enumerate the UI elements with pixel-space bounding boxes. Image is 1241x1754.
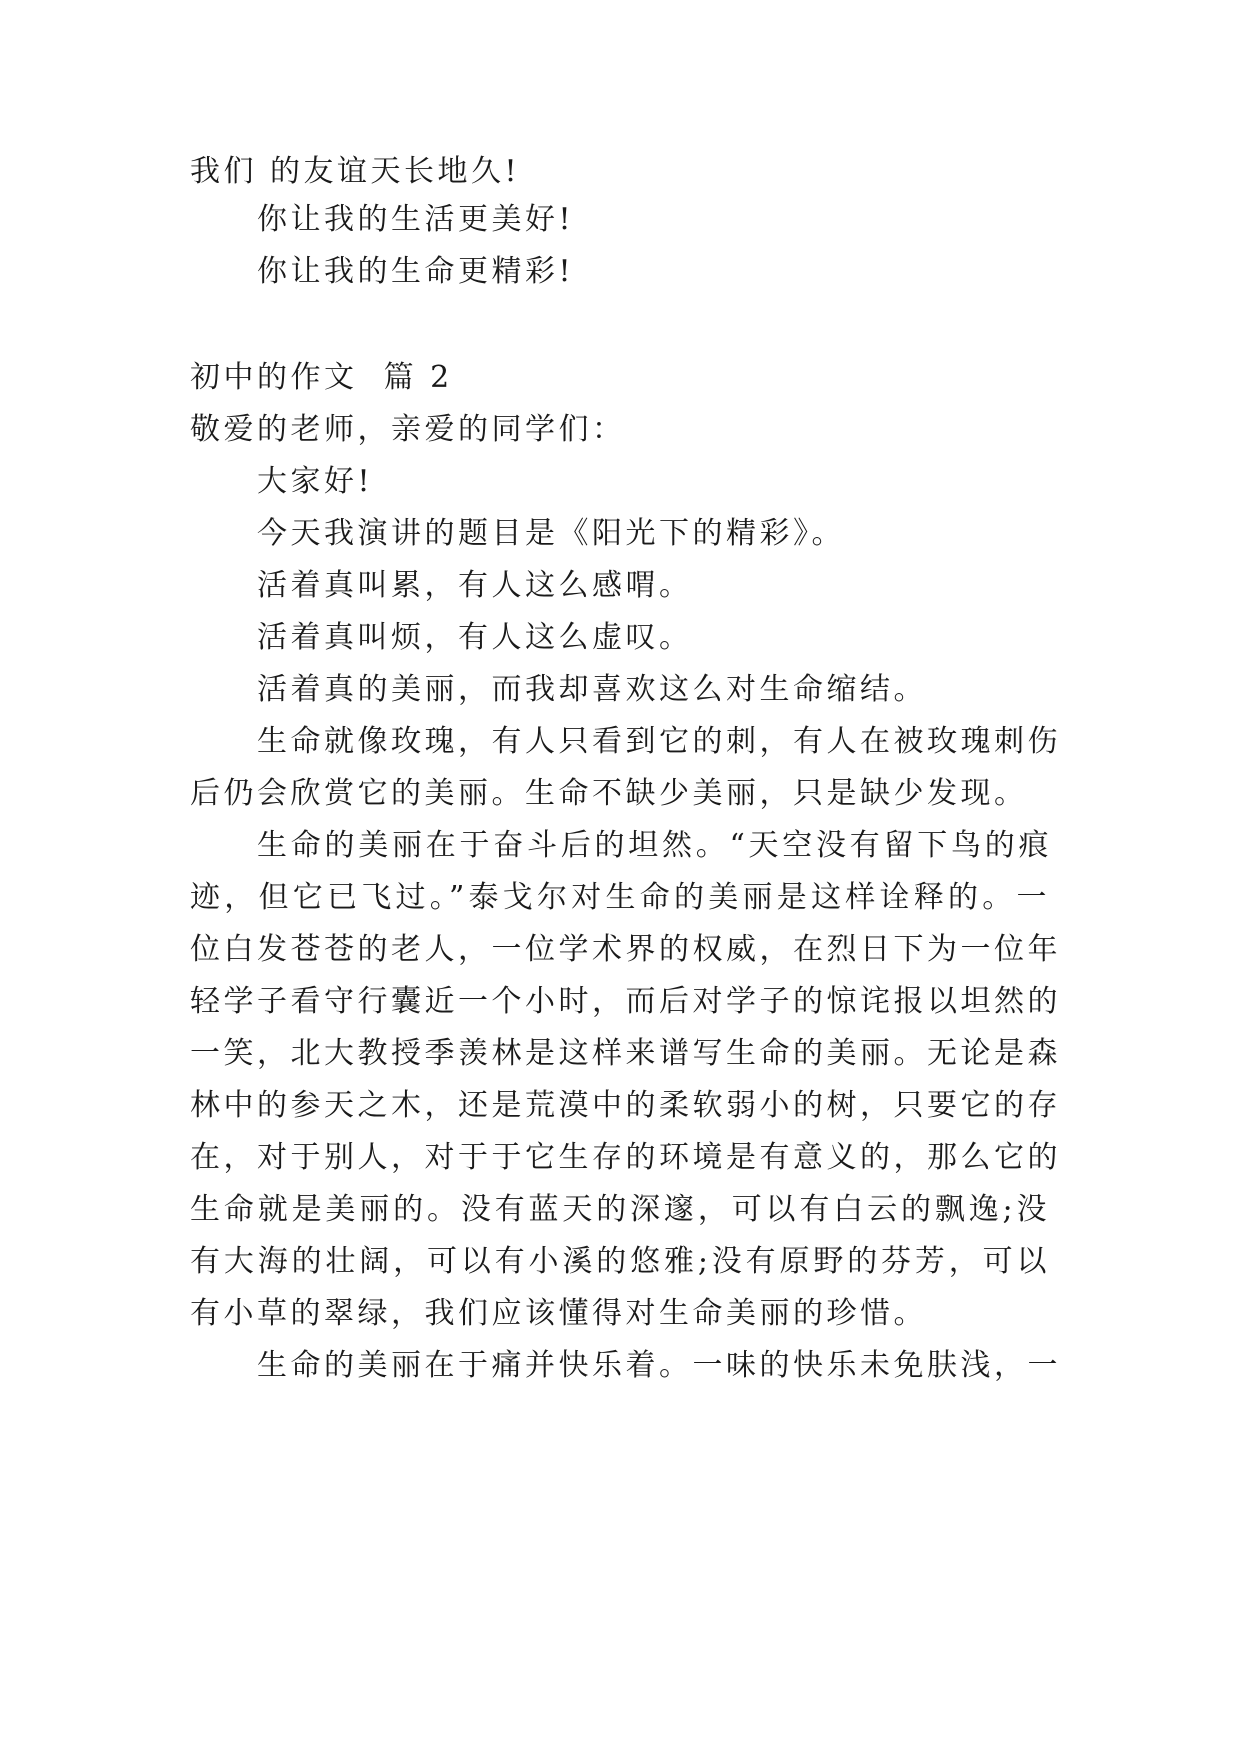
paragraph-line: 有大海的壮阔，可以有小溪的悠雅;没有原野的芬芳，可以 bbox=[190, 1244, 1050, 1279]
paragraph-line: 林中的参天之木，还是荒漠中的柔软弱小的树，只要它的存 bbox=[190, 1088, 1061, 1123]
prev-essay-line: 我们 的友谊天长地久! bbox=[190, 154, 521, 189]
paragraph-line: 今天我演讲的题目是《阳光下的精彩》。 bbox=[257, 516, 845, 551]
paragraph-line: 生命的美丽在于奋斗后的坦然。“天空没有留下鸟的痕 bbox=[257, 828, 1052, 863]
paragraph-line: 大家好! bbox=[257, 464, 374, 499]
paragraph-line: 活着真的美丽，而我却喜欢这么对生命缩结。 bbox=[257, 672, 927, 707]
paragraph-line: 生命的美丽在于痛并快乐着。一味的快乐未免肤浅，一 bbox=[257, 1348, 1061, 1383]
paragraph-line: 轻学子看守行囊近一个小时，而后对学子的惊诧报以坦然的 bbox=[190, 984, 1061, 1019]
prev-essay-line: 你让我的生活更美好! bbox=[257, 202, 575, 237]
paragraph-line: 迹，但它已飞过。”泰戈尔对生命的美丽是这样诠释的。一 bbox=[190, 880, 1050, 915]
paragraph-line: 生命就像玫瑰，有人只看到它的刺，有人在被玫瑰刺伤 bbox=[257, 724, 1061, 759]
paragraph-line: 生命就是美丽的。没有蓝天的深邃，可以有白云的飘逸;没 bbox=[190, 1192, 1050, 1227]
paragraph-line: 后仍会欣赏它的美丽。生命不缺少美丽，只是缺少发现。 bbox=[190, 776, 1028, 811]
paragraph-line: 位白发苍苍的老人，一位学术界的权威，在烈日下为一位年 bbox=[190, 932, 1061, 967]
paragraph-line: 在，对于别人，对于于它生存的环境是有意义的，那么它的 bbox=[190, 1140, 1061, 1175]
paragraph-line: 有小草的翠绿，我们应该懂得对生命美丽的珍惜。 bbox=[190, 1296, 927, 1331]
paragraph-line: 活着真叫累，有人这么感喟。 bbox=[257, 568, 693, 603]
paragraph-line: 活着真叫烦，有人这么虚叹。 bbox=[257, 620, 693, 655]
prev-essay-line: 你让我的生命更精彩! bbox=[257, 254, 575, 289]
section-title: 初中的作文 篇 2 bbox=[190, 360, 453, 395]
salutation: 敬爱的老师，亲爱的同学们： bbox=[190, 412, 626, 447]
paragraph-line: 一笑，北大教授季羡林是这样来谱写生命的美丽。无论是森 bbox=[190, 1036, 1061, 1071]
